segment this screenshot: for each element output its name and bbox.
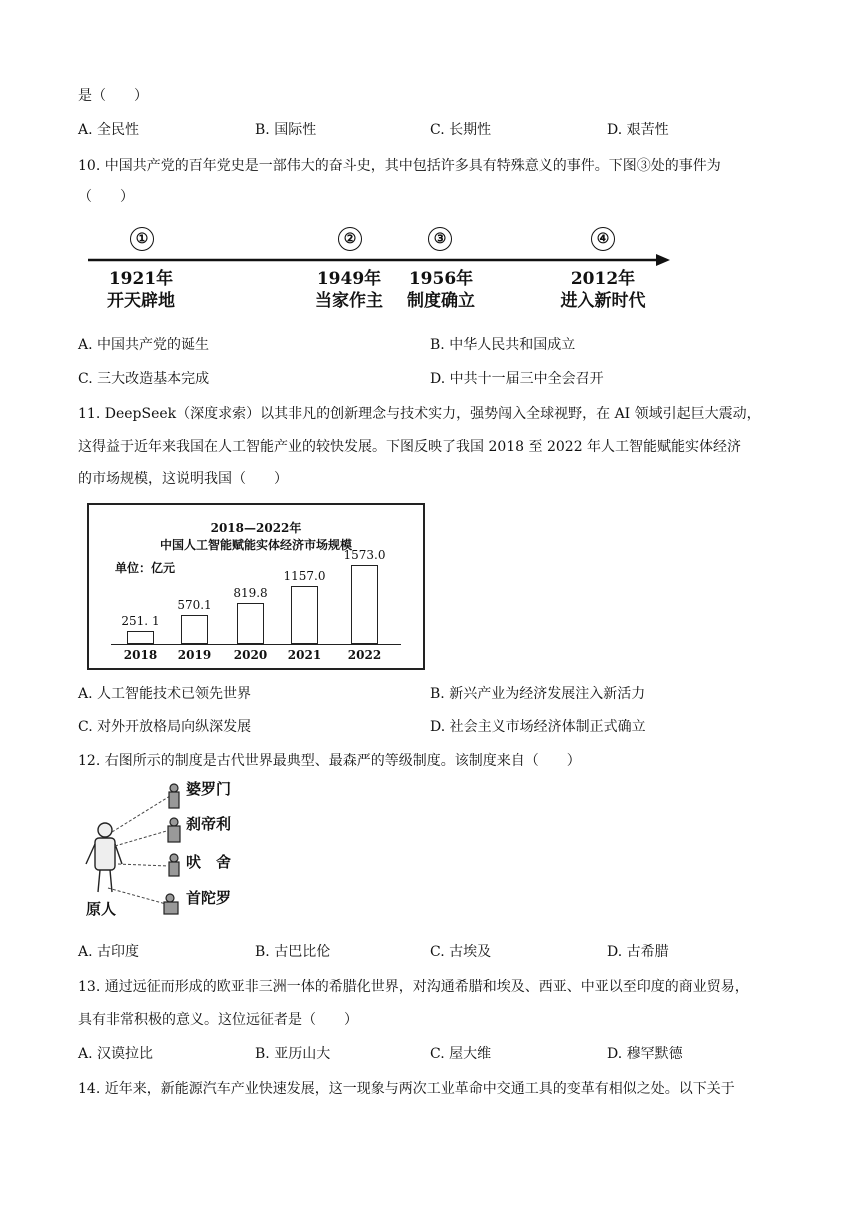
q13-stem-line1: 13. 通过远征而形成的欧亚非三洲一体的希腊化世界，对沟通希腊和埃及、西亚、中亚以至印度的商业贸易， [78,979,749,995]
q11-option-a[interactable]: A. 人工智能技术已领先世界 [78,686,252,702]
chart-category-label-2019: 2019 [177,648,212,662]
chart-subtitle: 中国人工智能赋能实体经济市场规模 [159,538,352,552]
q13-stem-line2: 具有非常积极的意义。这位远征者是（ ） [78,1012,358,1028]
timeline-year-1956: 1956年 [408,269,474,289]
q10-option-b[interactable]: B. 中华人民共和国成立 [430,337,576,353]
timeline-year-1921: 1921年 [108,269,174,289]
timeline-caption-3: 制度确立 [407,291,475,311]
timeline-year-1949: 1949年 [316,269,382,289]
q13-option-b[interactable]: B. 亚历山大 [255,1046,331,1062]
caste-kshatriya: 刹帝利 [186,815,232,833]
chart-value-label-2022: 1573.0 [343,548,386,563]
q11-stem-line1: 11. DeepSeek（深度求索）以其非凡的创新理念与技术实力，强势闯入全球视野，在 AI 领域引起巨大震动， [78,406,761,422]
timeline-caption-2: 当家作主 [315,291,383,311]
timeline-mark-3: ③ [428,227,452,251]
caste-shudra: 首陀罗 [186,889,232,907]
q9-option-c[interactable]: C. 长期性 [430,122,492,138]
timeline-year-2012: 2012年 [570,269,636,289]
q10-option-d[interactable]: D. 中共十一届三中全会召开 [430,371,604,387]
q11-option-d[interactable]: D. 社会主义市场经济体制正式确立 [430,719,646,735]
q12-option-c[interactable]: C. 古埃及 [430,944,492,960]
timeline-caption-1: 开天辟地 [107,291,175,311]
q13-option-c[interactable]: C. 屋大维 [430,1046,492,1062]
chart-bar-2019 [181,615,208,644]
chart-category-label-2020: 2020 [233,648,268,662]
q12-option-a[interactable]: A. 古印度 [78,944,140,960]
chart-unit-label: 单位：亿元 [115,561,176,575]
chart-plot-area [89,505,423,668]
chart-value-label-2019: 570.1 [177,598,212,613]
q10-stem-line1: 10. 中国共产党的百年党史是一部伟大的奋斗史，其中包括许多具有特殊意义的事件。下图③处的事件为 [78,158,721,174]
q11-stem-line3: 的市场规模，这说明我国（ ） [78,471,288,487]
chart-bar-2021 [291,586,318,644]
q10-option-a[interactable]: A. 中国共产党的诞生 [78,337,210,353]
q9-option-a[interactable]: A. 全民性 [78,122,140,138]
q9-option-d[interactable]: D. 艰苦性 [607,122,669,138]
q11-stem-line2: 这得益于近年来我国在人工智能产业的较快发展。下图反映了我国 2018 至 2022 年人工智能赋能实体经济 [78,439,742,455]
chart-value-label-2020: 819.8 [233,585,268,600]
q10-stem-line2: （ ） [78,189,134,205]
q10-option-c[interactable]: C. 三大改造基本完成 [78,371,210,387]
market-size-chart [87,503,425,670]
q9-stem-tail: 是（ ） [78,88,148,104]
chart-category-label-2018: 2018 [123,648,158,662]
q11-option-c[interactable]: C. 对外开放格局向纵深发展 [78,719,252,735]
chart-category-label-2022: 2022 [347,648,382,662]
chart-bar-2018 [127,631,154,644]
chart-value-label-2018: 251. 1 [121,614,160,629]
caste-diagram [78,780,278,930]
timeline-mark-4: ④ [591,227,615,251]
chart-value-label-2021: 1157.0 [283,569,326,584]
chart-category-label-2021: 2021 [287,648,322,662]
chart-baseline [111,644,401,645]
chart-bar-2020 [237,603,264,644]
chart-title: 2018—2022年 [210,521,302,535]
caste-vaishya: 吠 舍 [186,853,232,871]
timeline-mark-1: ① [130,227,154,251]
q13-option-d[interactable]: D. 穆罕默德 [607,1046,683,1062]
q12-option-d[interactable]: D. 古希腊 [607,944,669,960]
timeline-caption-4: 进入新时代 [560,291,646,311]
q11-option-b[interactable]: B. 新兴产业为经济发展注入新活力 [430,686,646,702]
q13-option-a[interactable]: A. 汉谟拉比 [78,1046,154,1062]
caste-brahmin: 婆罗门 [186,780,232,798]
q12-option-b[interactable]: B. 古巴比伦 [255,944,331,960]
q14-stem-line1: 14. 近年来，新能源汽车产业快速发展，这一现象与两次工业革命中交通工具的变革有相似之处。以下关于 [78,1081,735,1097]
timeline-mark-2: ② [338,227,362,251]
q12-stem: 12. 右图所示的制度是古代世界最典型、最森严的等级制度。该制度来自（ ） [78,753,581,769]
chart-bar-2022 [351,565,378,644]
origin-man-label: 原人 [86,900,117,918]
q9-option-b[interactable]: B. 国际性 [255,122,317,138]
